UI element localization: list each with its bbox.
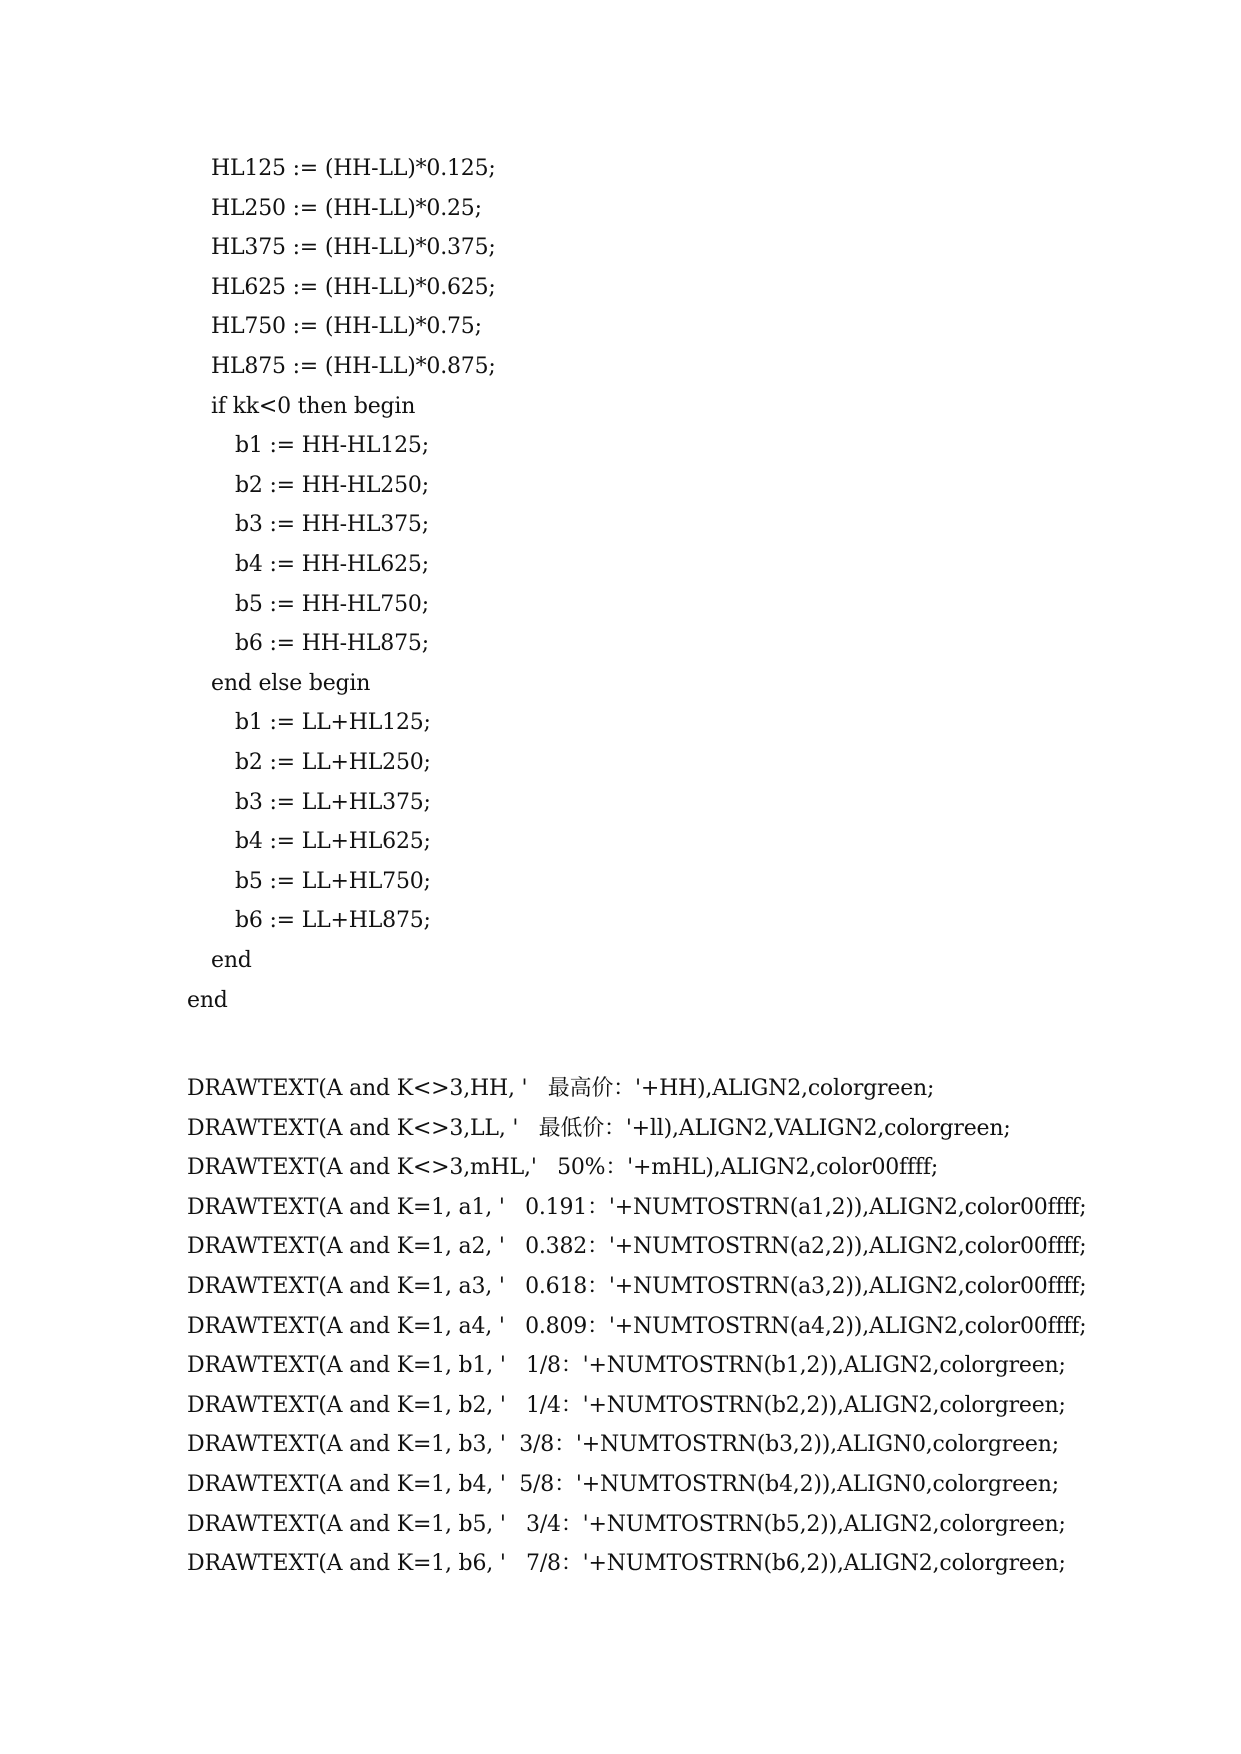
code-line: DRAWTEXT(A and K=1, b5, ' 3/4：'+NUMTOSTRN(b5,2)),ALIGN2,colorgreen; [187, 1512, 1066, 1537]
code-line: DRAWTEXT(A and K=1, b4, ' 5/8：'+NUMTOSTRN(b4,2)),ALIGN0,colorgreen; [187, 1472, 1059, 1497]
code-line: b2 := LL+HL250; [235, 750, 431, 775]
code-line: if kk<0 then begin [211, 394, 416, 419]
code-line: b3 := HH-HL375; [235, 512, 429, 537]
code-line: end else begin [211, 671, 371, 696]
code-line: DRAWTEXT(A and K<>3,mHL,' 50%：'+mHL),ALIGN2,color00ffff; [187, 1155, 939, 1180]
code-line: b4 := LL+HL625; [235, 829, 431, 854]
code-line: b3 := LL+HL375; [235, 790, 431, 815]
code-line: HL750 := (HH-LL)*0.75; [211, 314, 482, 339]
code-line: end [187, 988, 228, 1013]
code-line: b5 := LL+HL750; [235, 869, 431, 894]
code-line: b4 := HH-HL625; [235, 552, 429, 577]
code-line: DRAWTEXT(A and K=1, a3, ' 0.618：'+NUMTOSTRN(a3,2)),ALIGN2,color00ffff; [187, 1274, 1087, 1299]
code-line: DRAWTEXT(A and K=1, b3, ' 3/8：'+NUMTOSTRN(b3,2)),ALIGN0,colorgreen; [187, 1432, 1059, 1457]
code-line: b1 := HH-HL125; [235, 433, 429, 458]
code-line: end [211, 948, 252, 973]
code-line: HL625 := (HH-LL)*0.625; [211, 275, 496, 300]
code-line: HL375 := (HH-LL)*0.375; [211, 235, 496, 260]
code-line: HL875 := (HH-LL)*0.875; [211, 354, 496, 379]
code-line: DRAWTEXT(A and K=1, b2, ' 1/4：'+NUMTOSTRN(b2,2)),ALIGN2,colorgreen; [187, 1393, 1066, 1418]
code-line: HL125 := (HH-LL)*0.125; [211, 156, 496, 181]
code-line: b5 := HH-HL750; [235, 592, 429, 617]
code-line: b2 := HH-HL250; [235, 473, 429, 498]
code-line: b6 := HH-HL875; [235, 631, 429, 656]
code-line: DRAWTEXT(A and K=1, b6, ' 7/8：'+NUMTOSTRN(b6,2)),ALIGN2,colorgreen; [187, 1551, 1066, 1576]
code-line: DRAWTEXT(A and K=1, a1, ' 0.191：'+NUMTOSTRN(a1,2)),ALIGN2,color00ffff; [187, 1195, 1087, 1220]
code-line: b1 := LL+HL125; [235, 710, 431, 735]
code-line: HL250 := (HH-LL)*0.25; [211, 196, 482, 221]
code-line: DRAWTEXT(A and K<>3,HH, ' 最高价：'+HH),ALIGN2,colorgreen; [187, 1076, 935, 1101]
code-line: DRAWTEXT(A and K=1, a2, ' 0.382：'+NUMTOSTRN(a2,2)),ALIGN2,color00ffff; [187, 1234, 1087, 1259]
code-line: b6 := LL+HL875; [235, 908, 431, 933]
code-line: DRAWTEXT(A and K=1, b1, ' 1/8：'+NUMTOSTRN(b1,2)),ALIGN2,colorgreen; [187, 1353, 1066, 1378]
code-line: DRAWTEXT(A and K=1, a4, ' 0.809：'+NUMTOSTRN(a4,2)),ALIGN2,color00ffff; [187, 1314, 1087, 1339]
code-line: DRAWTEXT(A and K<>3,LL, ' 最低价：'+ll),ALIGN2,VALIGN2,colorgreen; [187, 1116, 1011, 1141]
